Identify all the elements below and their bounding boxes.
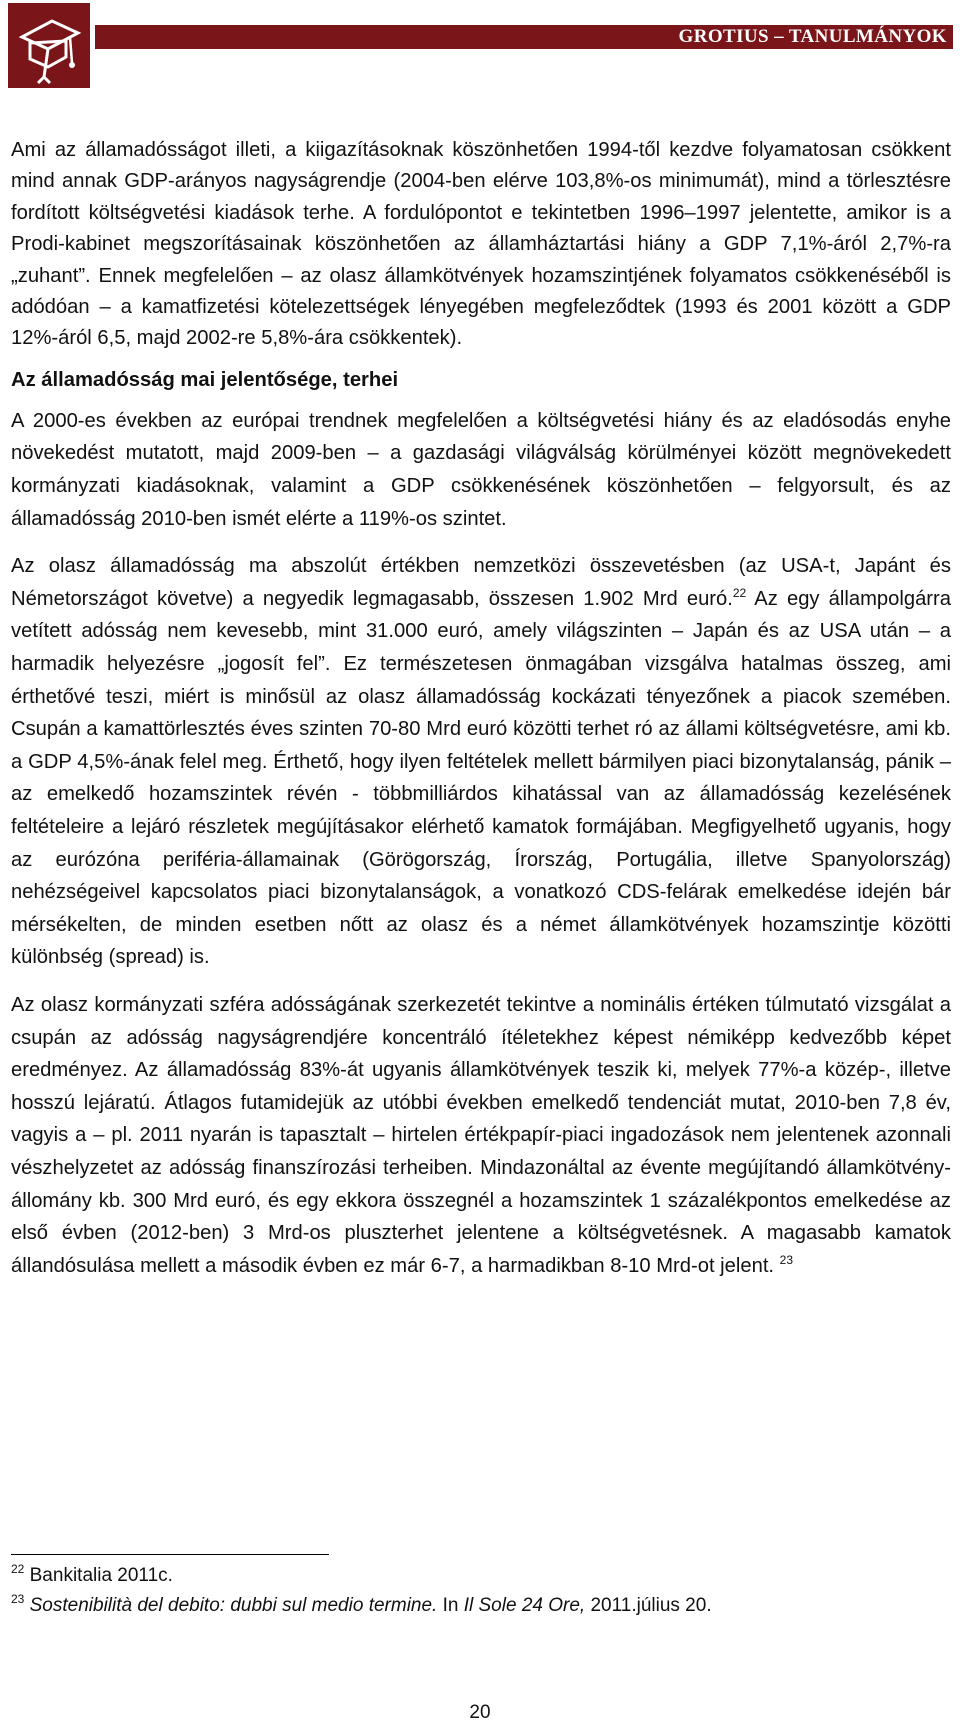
- footnote-date: 2011.július 20.: [585, 1595, 712, 1616]
- footnote-number: 22: [11, 1562, 25, 1576]
- paragraph-4-text: Az olasz kormányzati szféra adósságának szerkezetét tekintve a nominális értéken túlmutató vizsgálat a csupán az adósság nagyságrendjére koncentráló ítéletekhez képest némiképp kedvezőbb képet eredményez. Az államadósság 83%-át ugyanis államkötvények teszik ki, melyek 77%-a közép-, illetve hosszú lejáratú. Átlagos futamidejük az utóbbi években emelkedő tendenciát mutat, 2010-ben 7,8 év, vagyis a – pl. 2011 nyarán is tapasztalt – hirtelen értékpapír-piaci ingadozások nem jelentenek azonnali vészhelyzetet az adósság finanszírozási terheiben. Mindazonáltal az évente megújítandó államkötvény-állomány kb. 300 Mrd euró, és egy ekkora összegnél a hozamszintek 1 százalékpontos emelkedése az első évben (2012-ben) 3 Mrd-os pluszterhet jelentene a költségvetésnek. A magasabb kamatok állandósulása mellett a második évben ez már 6-7, a harmadikban 8-10 Mrd-ot jelent.: [11, 993, 951, 1277]
- paragraph-3: [11, 550, 951, 974]
- footnote-23: [11, 1591, 951, 1621]
- footnotes: [11, 1561, 951, 1621]
- paragraph-1: Ami az államadósságot illeti, a kiigazításoknak köszönhetően 1994-től kezdve folyamatosan csökkent mind annak GDP-arányos nagyságrendje (2004-ben elérve 103,8%-os minimumát), mind a törlesztésre fordított költségvetési kiadások terhe. A fordulópontot e tekintetben 1996–1997 jelentette, amikor is a Prodi-kabinet megszorításainak köszönhetően az államháztartási hiány a GDP 7,1%-áról 2,7%-ra „zuhant”. Ennek megfelelően – az olasz államkötvények hozamszintjének folyamatos csökkenéséből is adódóan – a kamatfizetési kötelezettségek lényegében megfeleződtek (1993 és 2001 között a GDP 12%-áról 6,5, majd 2002-re 5,8%-ára csökkentek).: [11, 139, 951, 350]
- footnote-text: Bankitalia 2011c.: [24, 1565, 173, 1586]
- footnote-separator: [11, 1554, 329, 1555]
- page-number: 20: [469, 1702, 491, 1723]
- header-bar: [95, 25, 953, 49]
- footnote-ref-22[interactable]: 22: [732, 585, 747, 600]
- footnote-publication: Il Sole 24 Ore,: [463, 1595, 586, 1616]
- grotius-logo-graphic: [8, 3, 90, 88]
- main-content: [11, 135, 951, 1297]
- footnote-ref-23[interactable]: 23: [779, 1252, 794, 1267]
- paragraph-2: A 2000-es években az európai trendnek megfelelően a költségvetési hiány és az eladósodás enyhe növekedést mutatott, majd 2009-ben – a gazdasági világválság körülményei között megnövekedett kormányzati kiadásoknak, valamint a GDP csökkenésének köszönhetően – felgyorsult, és az államadósság 2010-ben ismét elérte a 119%-os szintet.: [11, 409, 951, 530]
- footnote-number: 23: [11, 1592, 25, 1606]
- paragraph-4: [11, 989, 951, 1282]
- paragraph-3-part-a: Az olasz államadósság ma abszolút értékben nemzetközi összevetésben (az USA-t, Japánt és Németországot követve) a negyedik legmagasabb, összesen 1.902 Mrd euró.: [11, 555, 951, 610]
- grotius-logo-icon: [8, 3, 90, 88]
- section-heading: Az államadósság mai jelentősége, terhei: [11, 368, 399, 391]
- footnote-text: In: [437, 1595, 464, 1616]
- header-title: GROTIUS – TANULMÁNYOK: [678, 26, 947, 47]
- paragraph-3-part-b: Az egy állampolgárra vetített adósság nem kevesebb, mint 31.000 euró, amely világszinten – Japán és az USA után – a harmadik helyezésre „jogosít fel”. Ez természetesen önmagában vizsgálva hatalmas összeg, ami érthetővé teszi, miért is minősül az olasz államadósság kockázati tényezőnek a piacok szemében. Csupán a kamattörlesztés éves szinten 70-80 Mrd euró közötti terhet ró az állami költségvetésre, ami kb. a GDP 4,5%-ának felel meg. Érthető, hogy ilyen feltételek mellett bármilyen piaci bizonytalanság, pánik – az emelkedő hozamszintek révén - többmilliárdos kihatással van az államadósság kezelésének feltételeire a lejáró részletek megújításakor elérhető kamatok formájában. Megfigyelhető ugyanis, hogy az eurózóna periféria-államainak (Görögország, Írország, Portugália, illetve Spanyolország) nehézségeivel kapcsolatos piaci bizonytalanságok, a vonatkozó CDS-felárak emelkedése idején bár mérsékelten, de minden esetben nőtt az olasz és a német államkötvények hozamszintje közötti különbség (spread) is.: [11, 587, 951, 969]
- footnote-source-title: Sostenibilità del debito: dubbi sul medio termine.: [24, 1595, 438, 1616]
- footnote-22: [11, 1561, 951, 1591]
